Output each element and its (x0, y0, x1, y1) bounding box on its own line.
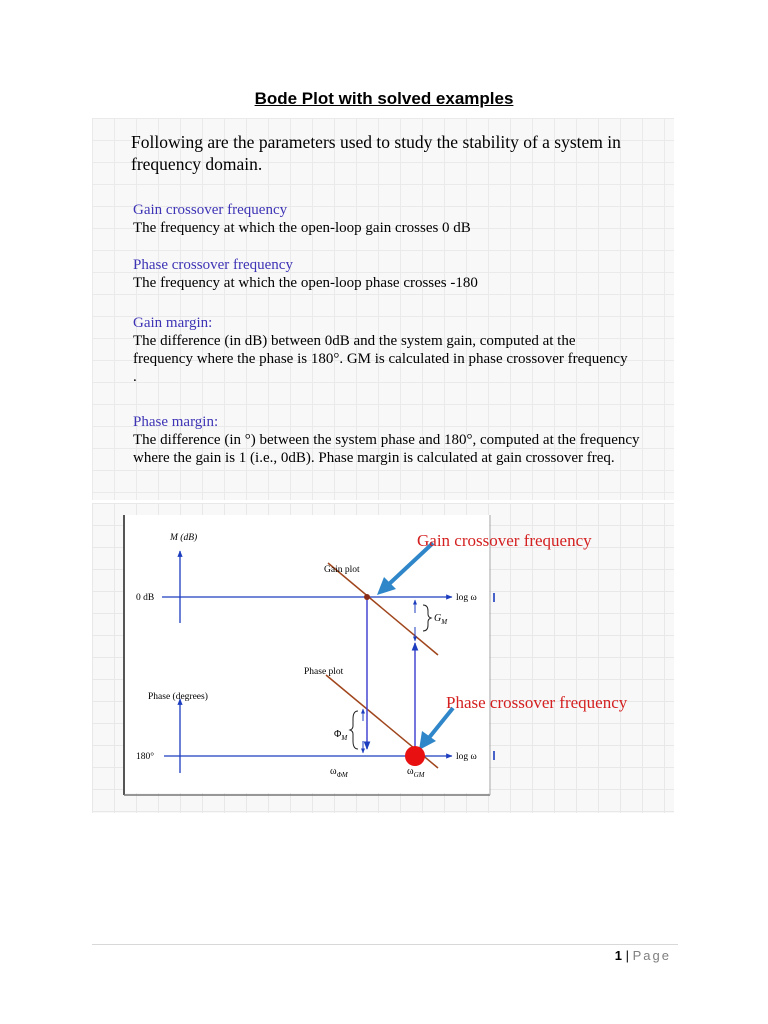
m-axis-label: M (dB) (170, 533, 198, 543)
gain-plot-label: Gain plot (324, 565, 360, 575)
plot-area (124, 515, 489, 793)
term-body: The frequency at which the open-loop gain crosses 0 dB (133, 220, 471, 236)
footer-separator: | (625, 948, 629, 963)
term-body: The difference (in °) between the system phase and 180°, computed at the frequency where the gain is 1 (i.e., 0dB). Phase margin is calculated at gain crossover freq. (133, 432, 640, 466)
intro-text: Following are the parameters used to study the stability of a system in frequency domain. (131, 132, 621, 174)
term-heading: Gain margin: (133, 315, 213, 331)
page-word: Page (632, 948, 671, 963)
w-gm-label: $\omega_{GM}$ (407, 766, 425, 779)
bode-diagram (92, 503, 674, 813)
gain-crossover-dot (364, 594, 370, 600)
term-body: The difference (in dB) between 0dB and the system gain, computed at the frequency where the phase is 180°. GM is calculated in phase crossover frequency . (133, 333, 628, 385)
phase-plot-label: Phase plot (304, 667, 344, 677)
phase-axis-label: Phase (degrees) (148, 692, 208, 702)
term-gain-margin (133, 314, 633, 386)
log-w-bottom-label: log ω (456, 752, 477, 762)
term-heading: Gain crossover frequency (133, 202, 288, 218)
gm-label: $G_M$ (434, 613, 448, 626)
term-phase-margin (133, 413, 645, 467)
bode-figure (92, 503, 674, 813)
page-number: 1 (614, 948, 622, 963)
phase-crossover-marker (405, 746, 425, 766)
term-heading: Phase margin: (133, 414, 219, 430)
footer-divider (92, 944, 678, 945)
phi-m-label: $\Phi_M$ (334, 729, 348, 742)
deg180-label: 180° (136, 752, 155, 762)
w-phi-m-label: $\omega_{\Phi M}$ (330, 766, 348, 779)
log-w-top-label: log ω (456, 593, 477, 603)
term-body: The frequency at which the open-loop phase crosses -180 (133, 275, 478, 291)
term-gain-crossover (133, 201, 673, 237)
term-heading: Phase crossover frequency (133, 257, 293, 273)
gain-crossover-callout: Gain crossover frequency (417, 531, 592, 550)
page-footer (615, 948, 671, 963)
zero-db-label: 0 dB (136, 593, 155, 603)
page-title: Bode Plot with solved examples (254, 89, 514, 108)
term-phase-crossover (133, 256, 673, 292)
phase-crossover-callout: Phase crossover frequency (446, 693, 628, 712)
